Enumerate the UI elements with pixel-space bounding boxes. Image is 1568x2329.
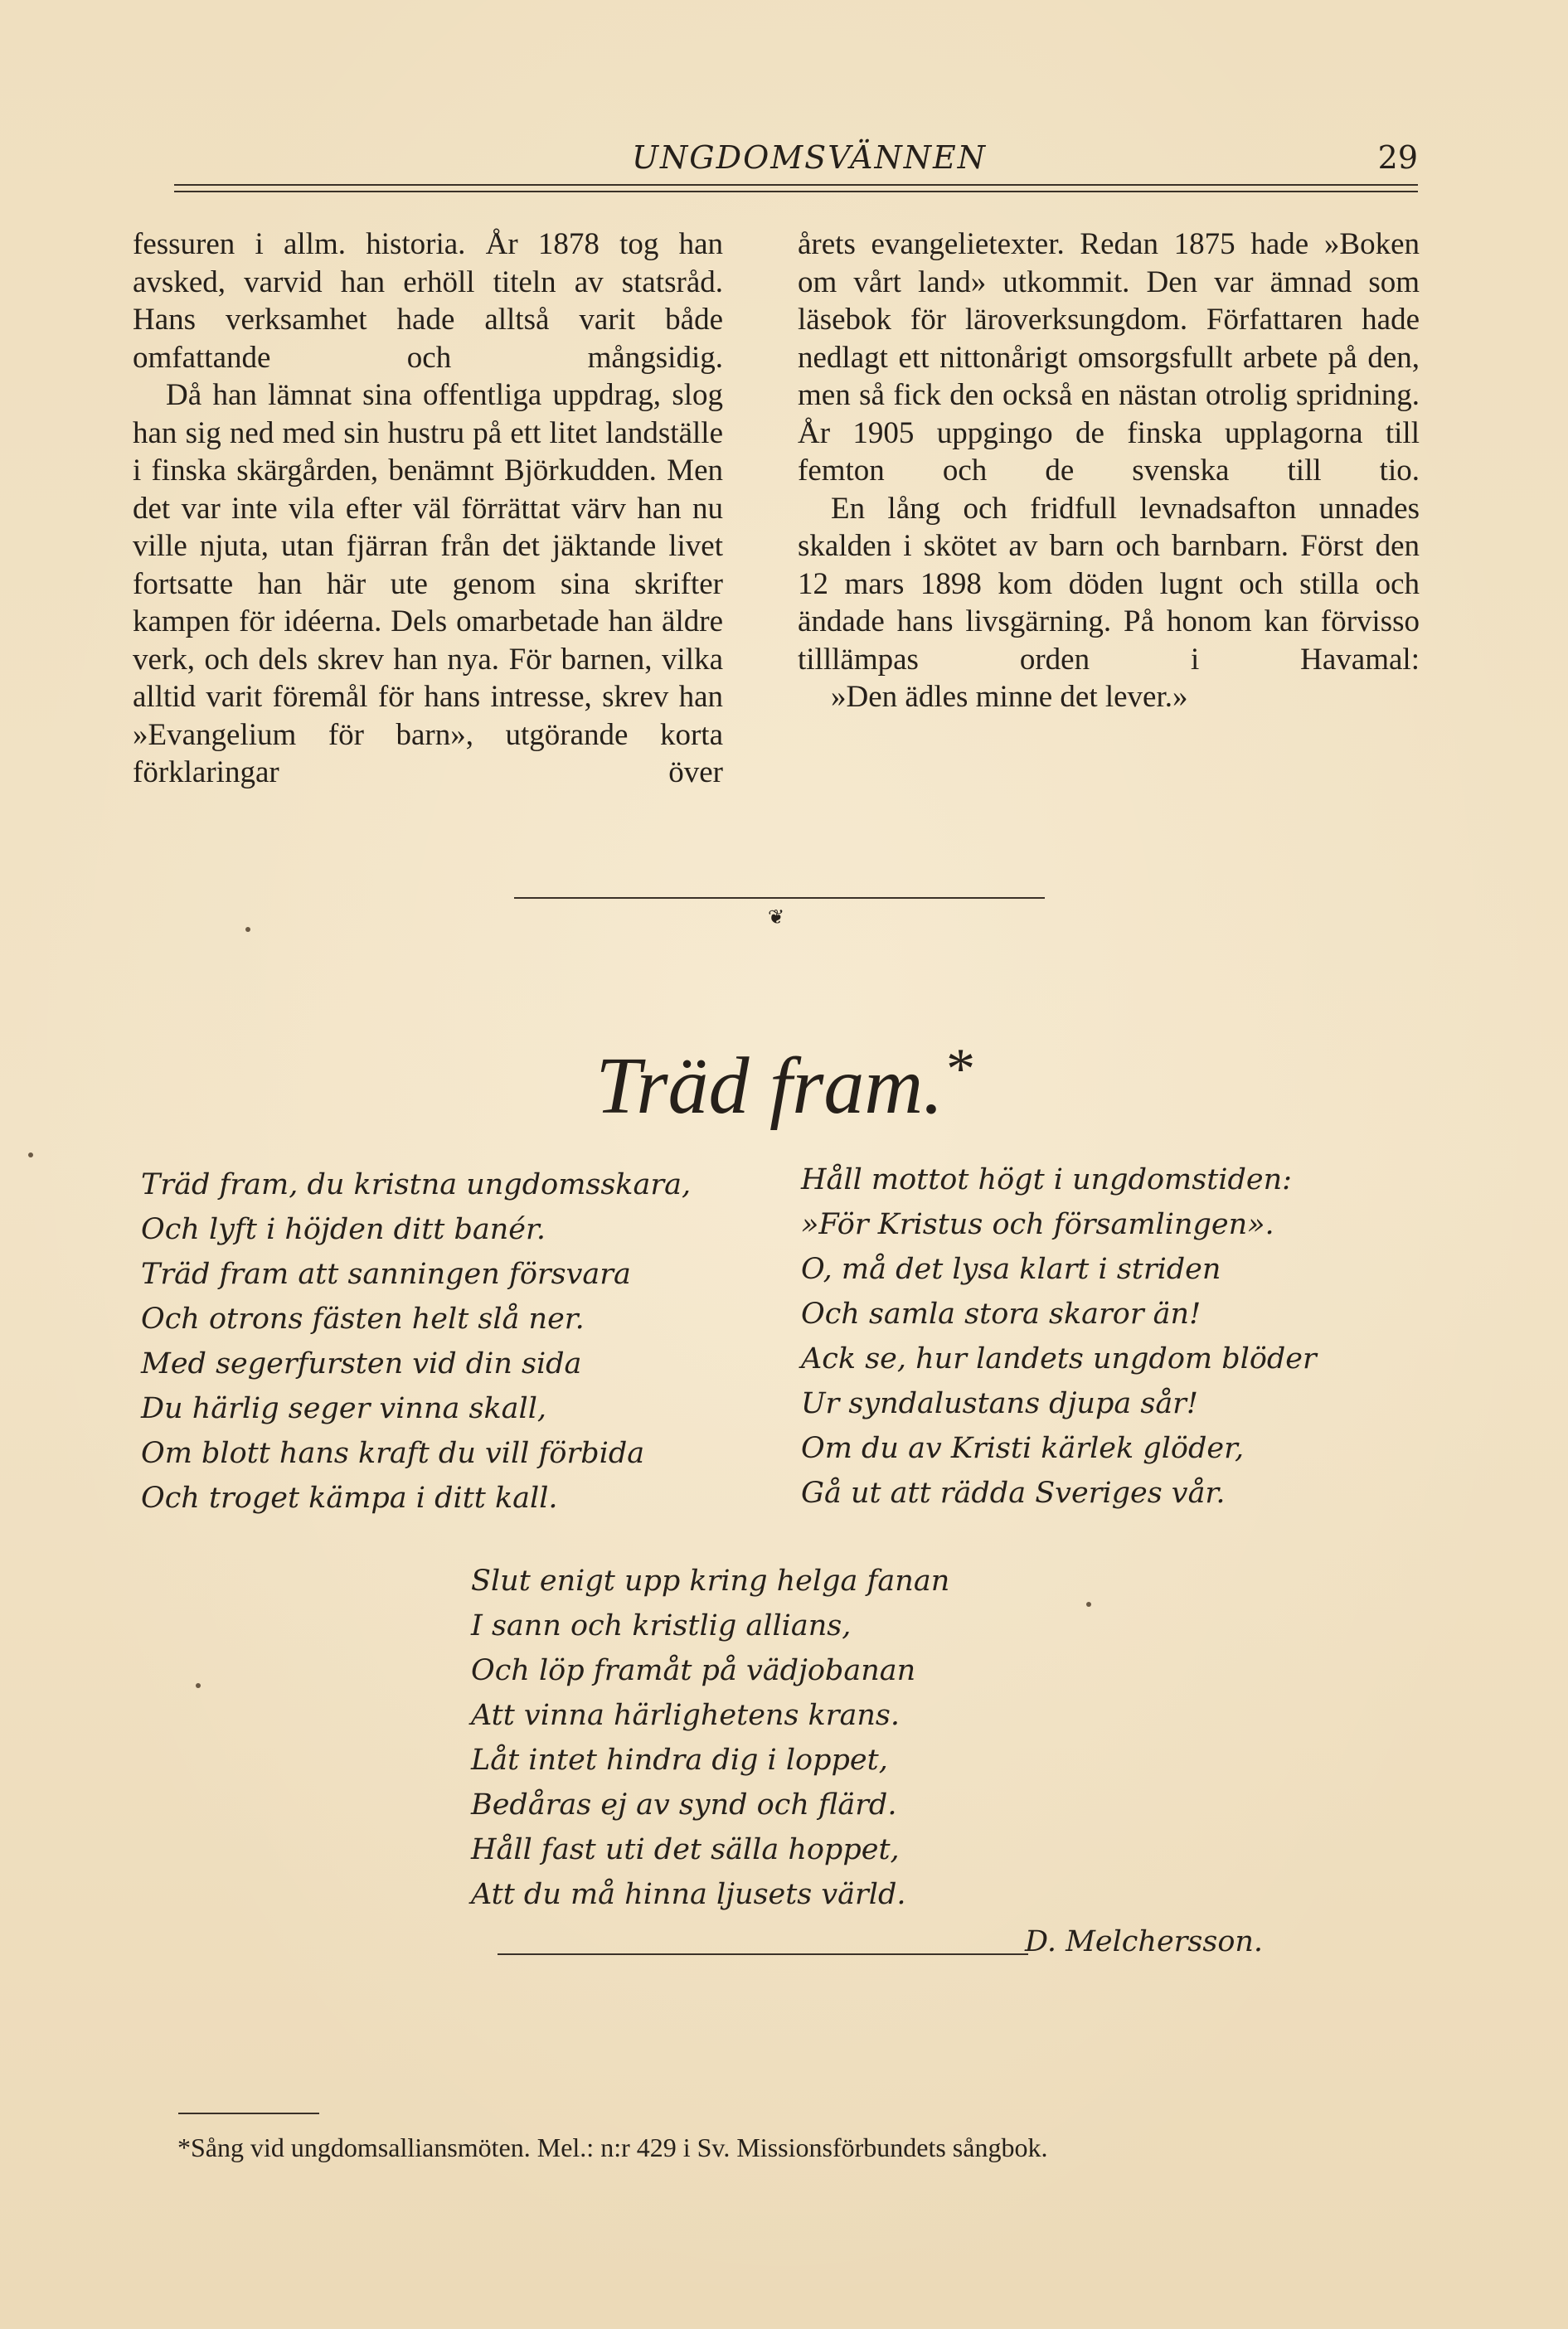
stanza-1	[141, 1162, 691, 1521]
page-number: 29	[1377, 139, 1418, 176]
poem-line: Bedåras ej av synd och flärd.	[471, 1788, 897, 1822]
prose-right-column	[798, 226, 1420, 716]
havamal-quote: »Den ädles minne det lever.»	[831, 680, 1188, 714]
poem-title-text: Träd fram.	[595, 1041, 944, 1131]
poem-line: O, må det lysa klart i striden	[801, 1253, 1221, 1286]
poem-line: Låt intet hindra dig i loppet,	[471, 1744, 888, 1777]
end-rule	[498, 1953, 1028, 1955]
poem-line: Att du må hinna ljusets värld.	[471, 1878, 906, 1911]
running-title: UNGDOMSVÄNNEN	[632, 139, 987, 176]
stanza-3	[471, 1559, 949, 1917]
poem-line: Håll mottot högt i ungdomstiden:	[801, 1163, 1292, 1196]
poem-line: Och löp framåt på vädjobanan	[471, 1654, 916, 1687]
poem-line: Gå ut att rädda Sveriges vår.	[801, 1477, 1226, 1510]
poem-line: Och otrons fästen helt slå ner.	[141, 1303, 585, 1336]
prose-paragraph: Då han lämnat sina offentliga uppdrag, slog han sig ned med sin hustru på ett litet landställe i finska skärgården, benämnt Björkudden. Men det var inte vila efter väl förrättat värv han nu ville njuta, utan fjärran från det jäktande livet fortsatte han här ute genom sina skrifter kampen för idéerna. Dels omarbetade han äldre verk, och dels skrev han nya. För barnen, vilka alltid varit föremål för hans intresse, skrev han »Evangelium för barn», utgörande korta förklaringar över	[133, 378, 723, 789]
paper-speck	[245, 927, 250, 932]
prose-left-column	[133, 226, 723, 792]
paper-speck	[28, 1152, 33, 1157]
prose-paragraph: En lång och fridfull levnadsafton unnades skalden i skötet av barn och barnbarn. Först den 12 mars 1898 kom döden lugnt och stilla och ändade hans livsgärning. På honom kan förvisso tilllämpas orden i Havamal:	[798, 491, 1420, 677]
poem-line: »För Kristus och församlingen».	[801, 1208, 1274, 1241]
poem-line: Med segerfursten vid din sida	[141, 1347, 582, 1380]
header-rule	[174, 184, 1418, 192]
poem-line: Och lyft i höjden ditt banér.	[141, 1213, 546, 1246]
poem-line: Träd fram, du kristna ungdomsskara,	[141, 1168, 692, 1201]
ornament-icon: ❦	[768, 905, 785, 929]
poem-line: Och samla stora skaror än!	[801, 1298, 1201, 1331]
poem-line: Ack se, hur landets ungdom blöder	[801, 1342, 1317, 1376]
poem-line: Håll fast uti det sälla hoppet,	[471, 1833, 900, 1866]
paper-speck	[1086, 1602, 1091, 1607]
poem-line: Slut enigt upp kring helga fanan	[471, 1565, 950, 1598]
section-divider-rule	[514, 897, 1045, 899]
poem-title	[0, 1036, 1568, 1133]
poem-author: D. Melchersson.	[1025, 1925, 1264, 1958]
prose-paragraph: fessuren i allm. historia. År 1878 tog han avsked, varvid han erhöll titeln av statsråd. Hans verksamhet hade alltså varit både omfattande och mångsidig.	[133, 227, 723, 375]
poem-line: Att vinna härlighetens krans.	[471, 1699, 900, 1732]
running-header	[174, 139, 1418, 176]
poem-line: Om du av Kristi kärlek glöder,	[801, 1432, 1245, 1465]
stanza-2	[801, 1157, 1317, 1516]
poem-line: Träd fram att sanningen försvara	[141, 1258, 631, 1291]
poem-line: Om blott hans kraft du vill förbida	[141, 1437, 645, 1470]
poem-line: Och troget kämpa i ditt kall.	[141, 1482, 558, 1515]
footnote-rule	[178, 2113, 319, 2114]
footnote-mark: *	[943, 1037, 973, 1101]
poem-line: Ur syndalustans djupa sår!	[801, 1387, 1198, 1420]
paper-speck	[196, 1683, 201, 1688]
prose-paragraph: årets evangelietexter. Redan 1875 hade »Boken om vårt land» utkommit. Den var ämnad som läsebok för läroverksungdom. Författaren hade nedlagt ett nittonårigt omsorgsfullt arbete på den, men så fick den också en nästan otrolig spridning. År 1905 uppgingo de finska upplagorna till femton och de svenska till tio.	[798, 227, 1420, 488]
poem-line: I sann och kristlig allians,	[471, 1609, 852, 1642]
poem-line: Du härlig seger vinna skall,	[141, 1392, 547, 1425]
footnote: *Sång vid ungdomsalliansmöten. Mel.: n:r 429 i Sv. Missionsförbundets sångbok.	[177, 2132, 1048, 2162]
